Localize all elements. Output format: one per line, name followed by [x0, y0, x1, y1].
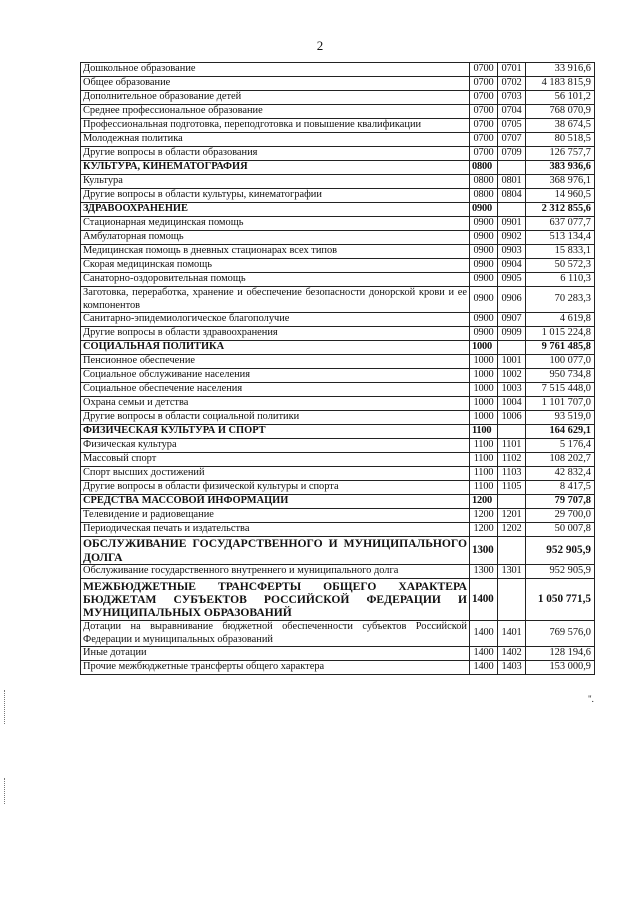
- table-row: [81, 313, 595, 327]
- margin-dots: [4, 778, 7, 804]
- table-row: [81, 147, 595, 161]
- table-row: [81, 189, 595, 203]
- row-amount-cell: 50 572,3: [526, 259, 595, 273]
- row-amount-cell: 4 183 815,9: [526, 77, 595, 91]
- page-number: 2: [316, 38, 324, 53]
- table-row: [81, 119, 595, 133]
- row-subsection-code-cell: 0705: [498, 119, 526, 133]
- row-amount-cell: 383 936,6: [526, 161, 595, 175]
- row-name-cell: ЗДРАВООХРАНЕНИЕ: [81, 203, 470, 217]
- row-subsection-code-cell: [498, 579, 526, 621]
- section-row: [81, 537, 595, 565]
- row-subsection-code-cell: 0709: [498, 147, 526, 161]
- row-section-code-cell: 0700: [470, 147, 498, 161]
- row-subsection-code-cell: 1401: [498, 621, 526, 647]
- row-name-cell: Молодежная политика: [81, 133, 470, 147]
- table-row: [81, 245, 595, 259]
- row-name-cell: Охрана семьи и детства: [81, 397, 470, 411]
- row-subsection-code-cell: 1004: [498, 397, 526, 411]
- row-amount-cell: 952 905,9: [526, 537, 595, 565]
- table-row: [81, 105, 595, 119]
- row-section-code-cell: 0900: [470, 245, 498, 259]
- row-name-cell: Другие вопросы в области культуры, кинематографии: [81, 189, 470, 203]
- row-name-cell: СРЕДСТВА МАССОВОЙ ИНФОРМАЦИИ: [81, 495, 470, 509]
- row-amount-cell: 126 757,7: [526, 147, 595, 161]
- row-subsection-code-cell: [498, 537, 526, 565]
- row-name-cell: Периодическая печать и издательства: [81, 523, 470, 537]
- row-subsection-code-cell: 0904: [498, 259, 526, 273]
- section-row: [81, 495, 595, 509]
- table-row: [81, 565, 595, 579]
- table-row: [81, 231, 595, 245]
- table-row: [81, 647, 595, 661]
- row-name-cell: МЕЖБЮДЖЕТНЫЕ ТРАНСФЕРТЫ ОБЩЕГО ХАРАКТЕРА БЮДЖЕТАМ СУБЪЕКТОВ РОССИЙСКОЙ ФЕДЕРАЦИИ И МУНИЦИПАЛЬНЫХ ОБРАЗОВАНИЙ: [81, 579, 470, 621]
- row-section-code-cell: 0900: [470, 217, 498, 231]
- row-name-cell: Обслуживание государственного внутреннего и муниципального долга: [81, 565, 470, 579]
- row-section-code-cell: 0700: [470, 133, 498, 147]
- row-subsection-code-cell: 1201: [498, 509, 526, 523]
- row-subsection-code-cell: 0702: [498, 77, 526, 91]
- row-name-cell: Социальное обслуживание населения: [81, 369, 470, 383]
- row-subsection-code-cell: 0701: [498, 63, 526, 77]
- row-subsection-code-cell: [498, 425, 526, 439]
- row-amount-cell: 100 077,0: [526, 355, 595, 369]
- table-row: [81, 91, 595, 105]
- row-amount-cell: 637 077,7: [526, 217, 595, 231]
- table-row: [81, 453, 595, 467]
- row-subsection-code-cell: 1105: [498, 481, 526, 495]
- row-name-cell: Медицинская помощь в дневных стационарах всех типов: [81, 245, 470, 259]
- row-subsection-code-cell: 0909: [498, 327, 526, 341]
- row-section-code-cell: 0700: [470, 63, 498, 77]
- row-name-cell: Дотации на выравнивание бюджетной обеспеченности субъектов Российской Федерации и муниципальных образований: [81, 621, 470, 647]
- table-row: [81, 439, 595, 453]
- row-subsection-code-cell: 0903: [498, 245, 526, 259]
- row-subsection-code-cell: 0801: [498, 175, 526, 189]
- table-row: [81, 621, 595, 647]
- row-name-cell: Амбулаторная помощь: [81, 231, 470, 245]
- row-name-cell: ФИЗИЧЕСКАЯ КУЛЬТУРА И СПОРТ: [81, 425, 470, 439]
- row-amount-cell: 769 576,0: [526, 621, 595, 647]
- row-section-code-cell: 1200: [470, 509, 498, 523]
- row-name-cell: Санитарно-эпидемиологическое благополучие: [81, 313, 470, 327]
- row-amount-cell: 14 960,5: [526, 189, 595, 203]
- row-name-cell: Физическая культура: [81, 439, 470, 453]
- row-amount-cell: 38 674,5: [526, 119, 595, 133]
- row-subsection-code-cell: 0905: [498, 273, 526, 287]
- row-amount-cell: 79 707,8: [526, 495, 595, 509]
- row-amount-cell: 5 176,4: [526, 439, 595, 453]
- row-section-code-cell: 1400: [470, 661, 498, 675]
- section-row: [81, 161, 595, 175]
- row-subsection-code-cell: 1006: [498, 411, 526, 425]
- table-row: [81, 481, 595, 495]
- row-amount-cell: 164 629,1: [526, 425, 595, 439]
- table-row: [81, 287, 595, 313]
- table-row: [81, 355, 595, 369]
- row-amount-cell: 153 000,9: [526, 661, 595, 675]
- row-section-code-cell: 1400: [470, 579, 498, 621]
- row-subsection-code-cell: 1003: [498, 383, 526, 397]
- table-row: [81, 175, 595, 189]
- row-section-code-cell: 1100: [470, 425, 498, 439]
- row-subsection-code-cell: 1002: [498, 369, 526, 383]
- margin-dots: [4, 690, 7, 724]
- row-name-cell: Другие вопросы в области здравоохранения: [81, 327, 470, 341]
- budget-table: [80, 62, 595, 675]
- row-section-code-cell: 1000: [470, 397, 498, 411]
- row-section-code-cell: 1000: [470, 341, 498, 355]
- table-row: [81, 509, 595, 523]
- row-subsection-code-cell: 0906: [498, 287, 526, 313]
- section-row: [81, 579, 595, 621]
- row-name-cell: Другие вопросы в области образования: [81, 147, 470, 161]
- row-subsection-code-cell: [498, 203, 526, 217]
- row-name-cell: Прочие межбюджетные трансферты общего характера: [81, 661, 470, 675]
- table-row: [81, 523, 595, 537]
- row-amount-cell: 1 015 224,8: [526, 327, 595, 341]
- row-subsection-code-cell: 1202: [498, 523, 526, 537]
- table-row: [81, 661, 595, 675]
- row-amount-cell: 1 050 771,5: [526, 579, 595, 621]
- row-amount-cell: 368 976,1: [526, 175, 595, 189]
- row-name-cell: Профессиональная подготовка, переподготовка и повышение квалификации: [81, 119, 470, 133]
- row-name-cell: ОБСЛУЖИВАНИЕ ГОСУДАРСТВЕННОГО И МУНИЦИПАЛЬНОГО ДОЛГА: [81, 537, 470, 565]
- row-section-code-cell: 0800: [470, 175, 498, 189]
- closing-quote-mark: ".: [588, 694, 594, 704]
- row-amount-cell: 29 700,0: [526, 509, 595, 523]
- table-row: [81, 411, 595, 425]
- row-name-cell: Социальное обеспечение населения: [81, 383, 470, 397]
- row-name-cell: Общее образование: [81, 77, 470, 91]
- row-section-code-cell: 0700: [470, 119, 498, 133]
- row-name-cell: Другие вопросы в области физической культуры и спорта: [81, 481, 470, 495]
- row-amount-cell: 15 833,1: [526, 245, 595, 259]
- row-name-cell: Среднее профессиональное образование: [81, 105, 470, 119]
- row-amount-cell: 6 110,3: [526, 273, 595, 287]
- row-name-cell: КУЛЬТУРА, КИНЕМАТОГРАФИЯ: [81, 161, 470, 175]
- table-row: [81, 273, 595, 287]
- row-subsection-code-cell: 0704: [498, 105, 526, 119]
- row-subsection-code-cell: 1001: [498, 355, 526, 369]
- row-amount-cell: 70 283,3: [526, 287, 595, 313]
- row-section-code-cell: 1200: [470, 523, 498, 537]
- row-section-code-cell: 0700: [470, 77, 498, 91]
- row-subsection-code-cell: 1402: [498, 647, 526, 661]
- row-subsection-code-cell: 0703: [498, 91, 526, 105]
- row-name-cell: Культура: [81, 175, 470, 189]
- row-section-code-cell: 1300: [470, 537, 498, 565]
- row-subsection-code-cell: 1301: [498, 565, 526, 579]
- row-subsection-code-cell: 1403: [498, 661, 526, 675]
- table-row: [81, 327, 595, 341]
- row-amount-cell: 952 905,9: [526, 565, 595, 579]
- row-section-code-cell: 0700: [470, 91, 498, 105]
- row-section-code-cell: 0800: [470, 161, 498, 175]
- row-section-code-cell: 1400: [470, 621, 498, 647]
- row-subsection-code-cell: 1101: [498, 439, 526, 453]
- row-section-code-cell: 0900: [470, 203, 498, 217]
- row-section-code-cell: 1400: [470, 647, 498, 661]
- row-amount-cell: 42 832,4: [526, 467, 595, 481]
- row-section-code-cell: 0900: [470, 259, 498, 273]
- row-amount-cell: 1 101 707,0: [526, 397, 595, 411]
- row-name-cell: Заготовка, переработка, хранение и обеспечение безопасности донорской крови и ее компонентов: [81, 287, 470, 313]
- row-subsection-code-cell: 1103: [498, 467, 526, 481]
- table-row: [81, 383, 595, 397]
- row-name-cell: Санаторно-оздоровительная помощь: [81, 273, 470, 287]
- row-section-code-cell: 0700: [470, 105, 498, 119]
- row-name-cell: Телевидение и радиовещание: [81, 509, 470, 523]
- row-subsection-code-cell: 0907: [498, 313, 526, 327]
- row-subsection-code-cell: 0902: [498, 231, 526, 245]
- row-subsection-code-cell: [498, 495, 526, 509]
- row-section-code-cell: 1100: [470, 467, 498, 481]
- row-name-cell: Скорая медицинская помощь: [81, 259, 470, 273]
- row-section-code-cell: 0800: [470, 189, 498, 203]
- table-row: [81, 369, 595, 383]
- row-subsection-code-cell: 0707: [498, 133, 526, 147]
- row-section-code-cell: 1100: [470, 453, 498, 467]
- row-name-cell: СОЦИАЛЬНАЯ ПОЛИТИКА: [81, 341, 470, 355]
- table-row: [81, 133, 595, 147]
- row-amount-cell: 9 761 485,8: [526, 341, 595, 355]
- row-subsection-code-cell: 1102: [498, 453, 526, 467]
- row-section-code-cell: 1200: [470, 495, 498, 509]
- row-section-code-cell: 1300: [470, 565, 498, 579]
- row-amount-cell: 513 134,4: [526, 231, 595, 245]
- row-section-code-cell: 1100: [470, 439, 498, 453]
- row-name-cell: Иные дотации: [81, 647, 470, 661]
- table-row: [81, 397, 595, 411]
- row-amount-cell: 950 734,8: [526, 369, 595, 383]
- table-row: [81, 467, 595, 481]
- row-subsection-code-cell: 0804: [498, 189, 526, 203]
- section-row: [81, 425, 595, 439]
- row-amount-cell: 7 515 448,0: [526, 383, 595, 397]
- row-name-cell: Дошкольное образование: [81, 63, 470, 77]
- row-name-cell: Пенсионное обеспечение: [81, 355, 470, 369]
- row-amount-cell: 108 202,7: [526, 453, 595, 467]
- row-amount-cell: 56 101,2: [526, 91, 595, 105]
- row-section-code-cell: 0900: [470, 273, 498, 287]
- row-name-cell: Другие вопросы в области социальной политики: [81, 411, 470, 425]
- row-name-cell: Массовый спорт: [81, 453, 470, 467]
- row-amount-cell: 8 417,5: [526, 481, 595, 495]
- row-amount-cell: 768 070,9: [526, 105, 595, 119]
- row-amount-cell: 50 007,8: [526, 523, 595, 537]
- row-name-cell: Стационарная медицинская помощь: [81, 217, 470, 231]
- row-amount-cell: 128 194,6: [526, 647, 595, 661]
- row-section-code-cell: 1100: [470, 481, 498, 495]
- row-subsection-code-cell: [498, 341, 526, 355]
- row-amount-cell: 33 916,6: [526, 63, 595, 77]
- row-section-code-cell: 1000: [470, 383, 498, 397]
- row-section-code-cell: 1000: [470, 411, 498, 425]
- row-name-cell: Спорт высших достижений: [81, 467, 470, 481]
- table-row: [81, 217, 595, 231]
- table-row: [81, 259, 595, 273]
- row-amount-cell: 4 619,8: [526, 313, 595, 327]
- row-section-code-cell: 1000: [470, 355, 498, 369]
- row-subsection-code-cell: [498, 161, 526, 175]
- row-section-code-cell: 0900: [470, 287, 498, 313]
- table-body: [81, 63, 595, 675]
- row-section-code-cell: 1000: [470, 369, 498, 383]
- row-amount-cell: 2 312 855,6: [526, 203, 595, 217]
- row-section-code-cell: 0900: [470, 231, 498, 245]
- row-section-code-cell: 0900: [470, 327, 498, 341]
- section-row: [81, 341, 595, 355]
- row-amount-cell: 93 519,0: [526, 411, 595, 425]
- row-amount-cell: 80 518,5: [526, 133, 595, 147]
- section-row: [81, 203, 595, 217]
- row-section-code-cell: 0900: [470, 313, 498, 327]
- row-subsection-code-cell: 0901: [498, 217, 526, 231]
- table-row: [81, 63, 595, 77]
- table-row: [81, 77, 595, 91]
- row-name-cell: Дополнительное образование детей: [81, 91, 470, 105]
